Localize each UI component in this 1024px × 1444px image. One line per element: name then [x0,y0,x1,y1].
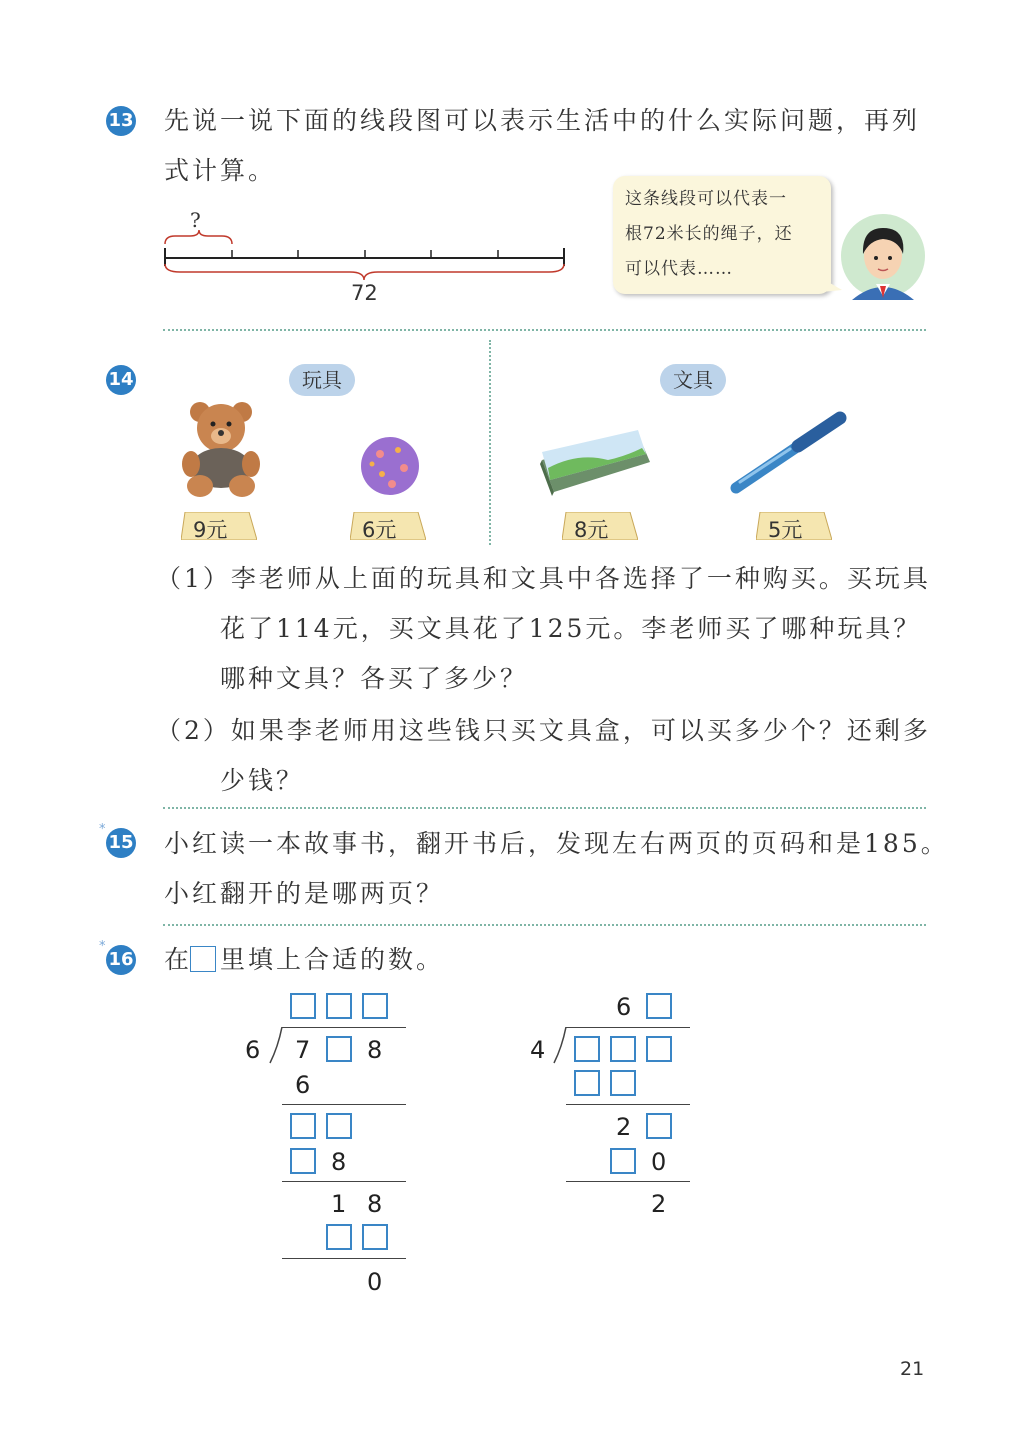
bear-price: 9元 [193,518,228,542]
div1-final-remainder: 0 [367,1268,383,1296]
column-divider [489,340,491,545]
problem-15-star: * [99,822,106,837]
div1-subtrahend-1: 6 [295,1071,311,1099]
pencil-box-price: 8元 [574,518,609,542]
div2-quotient-box[interactable] [646,993,672,1019]
stationery-category: 文具 [660,364,726,396]
toys-category: 玩具 [289,364,355,396]
div1-remainder-box-1[interactable] [290,1113,316,1139]
speech-bubble [613,176,831,294]
divider-3 [163,924,926,926]
div2-bracket [550,1027,570,1067]
div2-quotient-digit: 6 [616,993,632,1021]
divider-2 [163,807,926,809]
div2-subtrahend-box-2[interactable] [610,1070,636,1096]
problem-16-star: * [99,939,106,954]
problem-16-text-after: 里填上合适的数。 [220,945,445,974]
ball-price: 6元 [362,518,397,542]
div1-bracket [266,1027,286,1067]
teddy-bear-image [178,400,264,500]
bubble-line-3: 可以代表…… [625,259,733,279]
ball-price-tag [350,512,426,540]
div1-line-2 [282,1104,406,1105]
ball-image [358,434,422,498]
boy-avatar [838,212,928,302]
div2-dividend-box-3[interactable] [646,1036,672,1062]
div2-subtrahend2-digit: 0 [651,1148,667,1176]
div1-subtrahend-2: 8 [331,1148,347,1176]
div2-remainder-box[interactable] [646,1113,672,1139]
div1-dividend-box[interactable] [326,1036,352,1062]
div1-dividend-digit-1: 7 [295,1036,311,1064]
div2-dividend-box-1[interactable] [574,1036,600,1062]
div1-quotient-box-3[interactable] [362,993,388,1019]
bubble-line-2: 根72米长的绳子，还 [625,224,793,244]
pencil-box-image [538,430,653,500]
div2-divisor: 4 [530,1036,546,1064]
problem-14-q2-line-1: （2）如果李老师用这些钱只买文具盒，可以买多少个？还剩多 [156,716,931,745]
div1-line-3 [282,1181,406,1182]
example-empty-box [190,946,216,972]
segment-total-label: 72 [351,281,378,305]
problem-14-badge: 14 [106,365,136,395]
bear-price-tag [181,512,257,540]
div1-top-line [282,1027,406,1028]
div2-remainder-digit: 2 [616,1113,632,1141]
div2-line-2 [566,1104,690,1105]
question-brace [165,230,232,244]
pen-price-tag [756,512,832,540]
div1-last-box-1[interactable] [326,1224,352,1250]
div2-dividend-box-2[interactable] [610,1036,636,1062]
div2-line-3 [566,1181,690,1182]
problem-14-q1-line-3: 哪种文具？各买了多少？ [220,664,529,693]
div1-quotient-box-2[interactable] [326,993,352,1019]
problem-13-badge: 13 [106,106,136,136]
problem-13-line-2: 式计算。 [164,156,277,185]
div1-quotient-box-1[interactable] [290,993,316,1019]
div1-subtrahend-box[interactable] [290,1148,316,1174]
div1-line-4 [282,1258,406,1259]
problem-13-line-1: 先说一说下面的线段图可以表示生活中的什么实际问题，再列 [164,106,921,135]
pen-image [730,408,850,496]
total-brace [165,264,564,280]
problem-14-q2-line-2: 少钱？ [220,766,305,795]
pencil-box-price-tag [562,512,638,540]
div1-dividend-digit-3: 8 [367,1036,383,1064]
problem-14-q1-line-1: （1）李老师从上面的玩具和文具中各选择了一种购买。买玩具 [156,564,931,593]
problem-16-badge: 16 [106,945,136,975]
div1-divisor: 6 [245,1036,261,1064]
div1-last-box-2[interactable] [362,1224,388,1250]
pen-price: 5元 [768,518,803,542]
div1-remainder-digit-1: 1 [331,1190,347,1218]
problem-15-line-2: 小红翻开的是哪两页？ [164,879,445,908]
div2-final-remainder: 2 [651,1190,667,1218]
bubble-line-1: 这条线段可以代表一 [625,189,787,209]
problem-16-text-before: 在 [164,945,193,974]
div2-top-line [566,1027,690,1028]
page-number: 21 [900,1358,925,1380]
problem-15-badge: 15 [106,828,136,858]
problem-14-q1-line-2: 花了114元，买文具花了125元。李老师买了哪种玩具？ [220,614,922,643]
div1-remainder-box-2[interactable] [326,1113,352,1139]
div1-remainder-digit-2: 8 [367,1190,383,1218]
divider-1 [163,329,926,331]
div2-subtrahend2-box[interactable] [610,1148,636,1174]
problem-15-line-1: 小红读一本故事书，翻开书后，发现左右两页的页码和是185。 [164,829,949,858]
segment-question-label: ? [190,208,201,232]
div2-subtrahend-box-1[interactable] [574,1070,600,1096]
